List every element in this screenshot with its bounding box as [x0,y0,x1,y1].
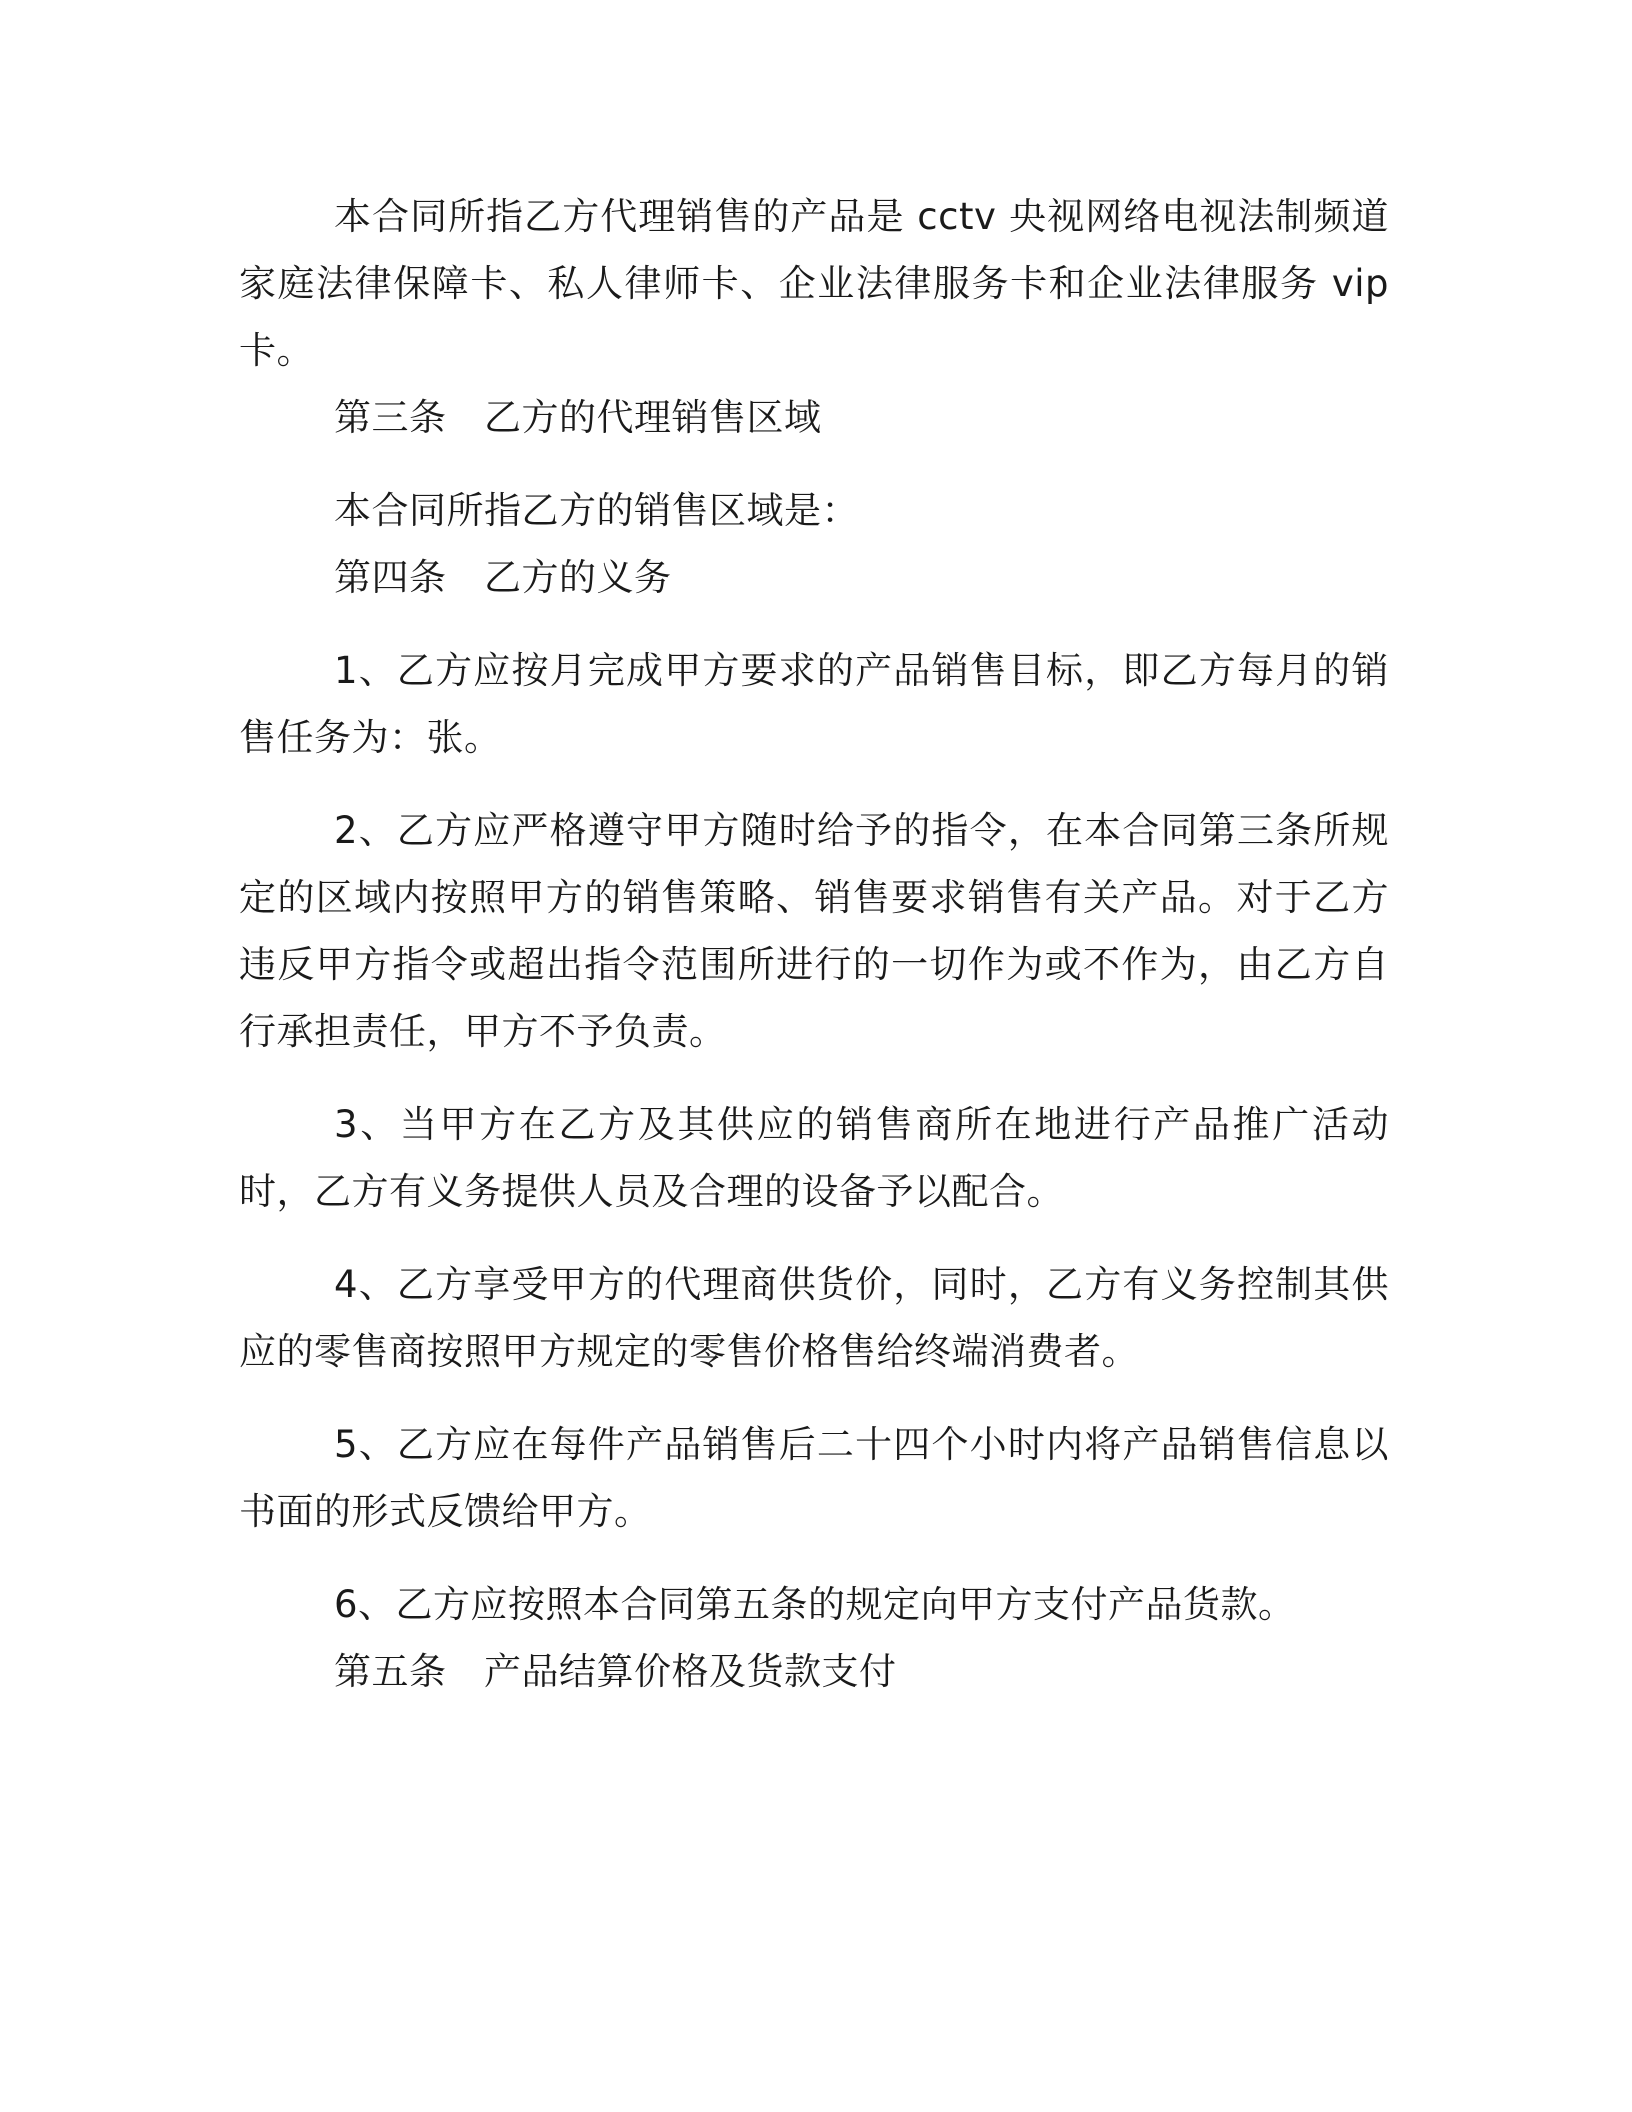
article-4-heading: 第四条 乙方的义务 [334,556,672,599]
document-body [239,183,1389,1705]
obligation-item-1: 1、乙方应按月完成甲方要求的产品销售目标，即乙方每月的销售任务为：张。 [239,649,1389,759]
article-3-heading: 第三条 乙方的代理销售区域 [334,396,822,439]
paragraph-products: 本合同所指乙方代理销售的产品是 cctv 央视网络电视法制频道家庭法律保障卡、私人律师卡、企业法律服务卡和企业法律服务 vip 卡。 [239,195,1389,372]
obligation-item-2: 2、乙方应严格遵守甲方随时给予的指令，在本合同第三条所规定的区域内按照甲方的销售策略、销售要求销售有关产品。对于乙方违反甲方指令或超出指令范围所进行的一切作为或不作为，由乙方自行承担责任，甲方不予负责。 [239,809,1389,1053]
obligation-item-4: 4、乙方享受甲方的代理商供货价，同时，乙方有义务控制其供应的零售商按照甲方规定的零售价格售给终端消费者。 [239,1263,1389,1373]
obligation-item-3: 3、当甲方在乙方及其供应的销售商所在地进行产品推广活动时，乙方有义务提供人员及合理的设备予以配合。 [239,1103,1389,1213]
paragraph-sales-region: 本合同所指乙方的销售区域是： [334,489,859,532]
obligation-item-5: 5、乙方应在每件产品销售后二十四个小时内将产品销售信息以书面的形式反馈给甲方。 [239,1423,1389,1533]
article-5-heading: 第五条 产品结算价格及货款支付 [334,1650,897,1693]
obligation-item-6: 6、乙方应按照本合同第五条的规定向甲方支付产品货款。 [334,1583,1296,1626]
